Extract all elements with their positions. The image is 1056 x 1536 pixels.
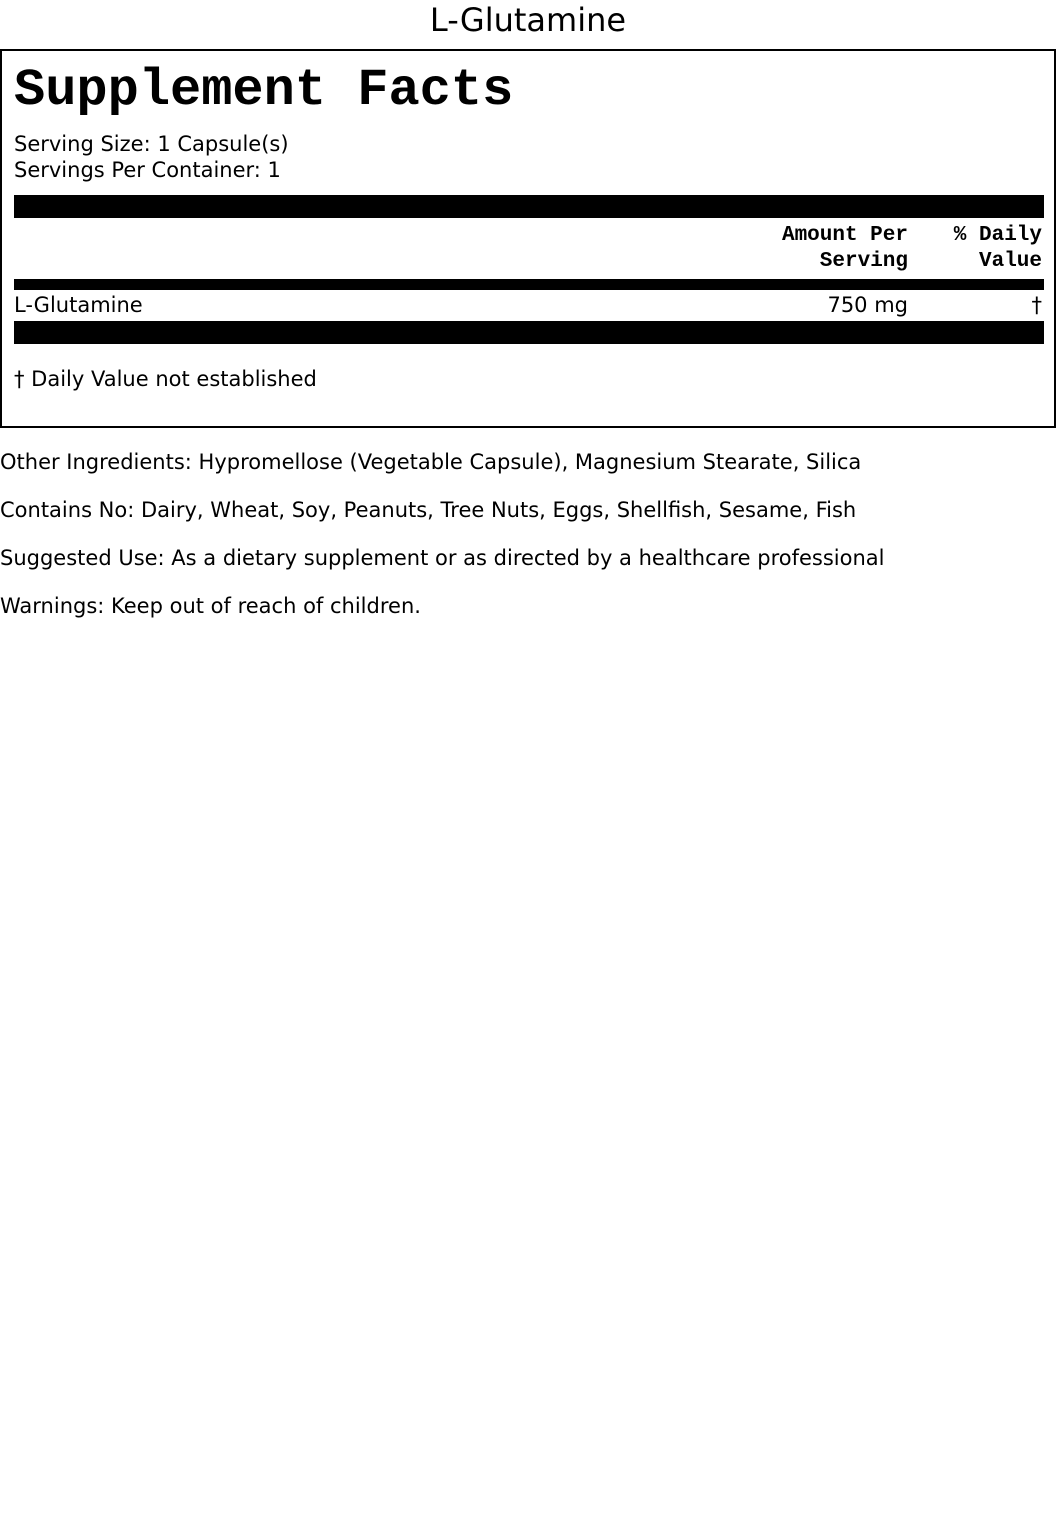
amount-header-line2: Serving [819,250,908,273]
facts-heading: Supplement Facts [14,61,514,120]
daily-value-footnote: † Daily Value not established [14,367,317,391]
daily-value-header [954,223,1042,275]
divider-bar-medium [14,279,1044,290]
supplement-facts-panel [0,49,1056,428]
product-title: L-Glutamine [429,1,627,39]
servings-per-container: Servings Per Container: 1 [14,158,281,182]
suggested-use: Suggested Use: As a dietary supplement or as directed by a healthcare professional [0,546,885,570]
amount-per-serving-header [782,223,908,275]
warnings: Warnings: Keep out of reach of children. [0,594,421,618]
amount-header-line1: Amount Per [781,224,908,247]
ingredient-daily-value: † [1031,293,1042,317]
divider-bar-thick [14,321,1044,344]
contains-no: Contains No: Dairy, Wheat, Soy, Peanuts, Tree Nuts, Eggs, Shellfish, Sesame, Fish [0,498,857,522]
ingredient-amount: 750 mg [827,293,908,317]
divider-bar-thick [14,195,1044,218]
serving-size: Serving Size: 1 Capsule(s) [14,132,289,156]
dv-header-line2: Value [978,250,1042,273]
other-ingredients: Other Ingredients: Hypromellose (Vegetable Capsule), Magnesium Stearate, Silica [0,450,862,474]
dv-header-line1: % Daily [953,224,1042,247]
ingredient-name: L-Glutamine [14,293,143,317]
